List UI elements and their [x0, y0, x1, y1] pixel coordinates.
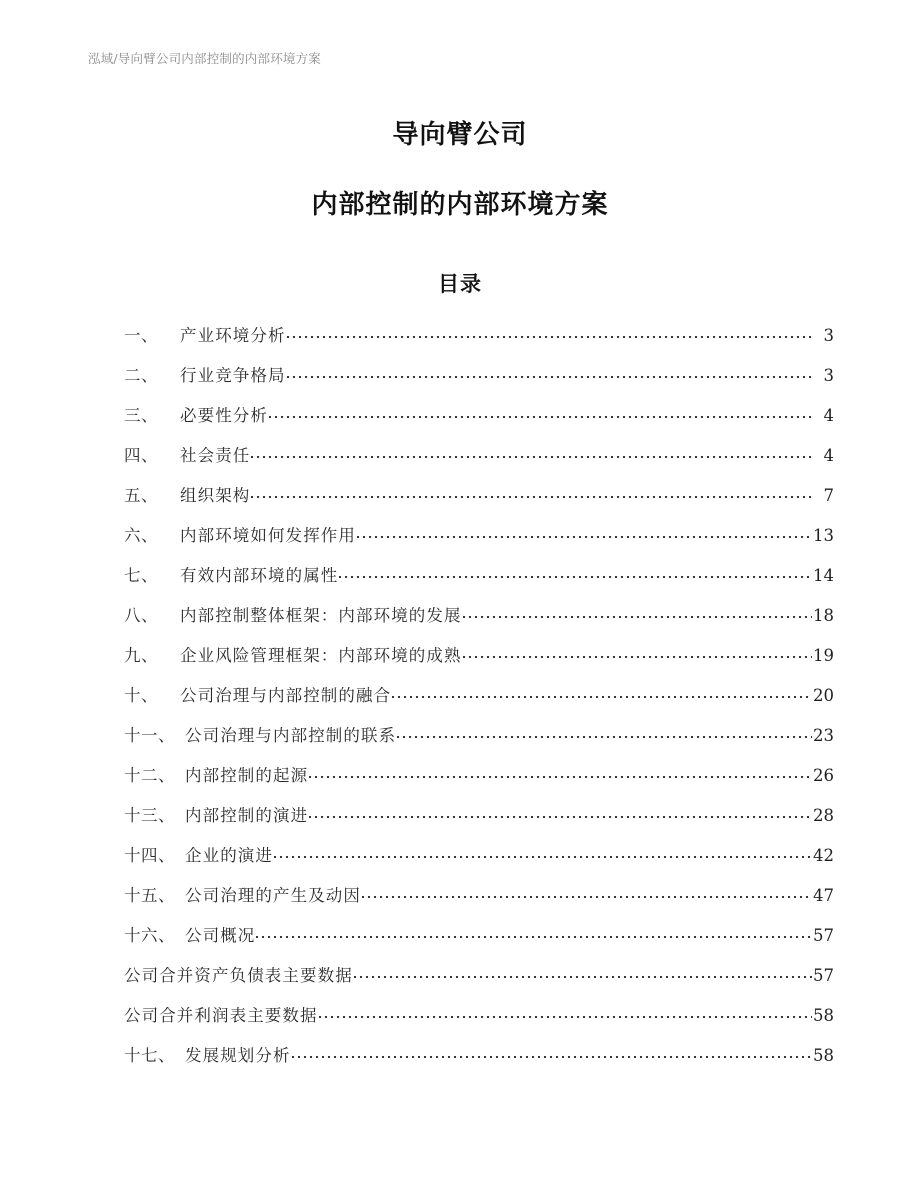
toc-entry[interactable]: [124, 722, 834, 762]
toc-entry-title: 组织架构: [180, 486, 251, 505]
toc-entry-title: 企业的演进: [185, 846, 273, 865]
toc-entry-page-number: 14: [813, 566, 834, 585]
toc-entry-page-number: 18: [813, 606, 834, 625]
toc-entry-number: 一、: [124, 326, 158, 345]
toc-entry-title: 必要性分析: [180, 406, 268, 425]
toc-entry-page-number: 7: [823, 486, 834, 505]
toc-entry[interactable]: [124, 922, 834, 962]
document-title-line-2: 内部控制的内部环境方案: [311, 190, 609, 220]
toc-entry-page-number: 47: [813, 886, 834, 905]
toc-entry-page-number: 3: [823, 326, 834, 345]
toc-entry-page-number: 3: [823, 366, 834, 385]
toc-dot-leader: [309, 805, 812, 822]
toc-dot-leader: [274, 845, 812, 862]
toc-entry-number: 七、: [124, 566, 158, 585]
toc-entry[interactable]: [124, 762, 834, 802]
toc-entry-number: 十四、: [124, 846, 175, 865]
toc-entry-number: 八、: [124, 606, 158, 625]
toc-entry[interactable]: [124, 1042, 834, 1082]
toc-entry[interactable]: [124, 962, 834, 1002]
toc-entry-title: 内部环境如何发挥作用: [180, 526, 356, 545]
toc-dot-leader: [287, 325, 815, 342]
toc-entry[interactable]: [124, 642, 834, 682]
toc-entry-title: 行业竞争格局: [180, 366, 286, 385]
toc-entry-number: 九、: [124, 646, 158, 665]
toc-entry[interactable]: [124, 482, 834, 522]
toc-dot-leader: [463, 605, 812, 622]
toc-entry-title: 内部控制整体框架：内部环境的发展: [180, 606, 462, 625]
toc-entry[interactable]: [124, 362, 834, 402]
toc-dot-leader: [397, 725, 812, 742]
toc-entry-title: 社会责任: [180, 446, 251, 465]
toc-entry-title: 公司治理的产生及动因: [185, 886, 361, 905]
toc-dot-leader: [309, 765, 812, 782]
toc-entry-number: 六、: [124, 526, 158, 545]
toc-entry[interactable]: [124, 602, 834, 642]
toc-entry-page-number: 19: [813, 646, 834, 665]
toc-dot-leader: [392, 685, 812, 702]
title-block: [0, 118, 920, 222]
toc-dot-leader: [354, 965, 812, 982]
toc-entry[interactable]: [124, 882, 834, 922]
toc-entry-number: 十三、: [124, 806, 175, 825]
toc-entry-page-number: 28: [813, 806, 834, 825]
toc-dot-leader: [287, 365, 815, 382]
toc-entry-number: 五、: [124, 486, 158, 505]
toc-entry-page-number: 23: [813, 726, 834, 745]
toc-entry-page-number: 13: [813, 526, 834, 545]
toc-entry-page-number: 4: [823, 406, 834, 425]
document-title-line-1: 导向臂公司: [392, 120, 528, 150]
toc-dot-leader: [256, 925, 812, 942]
toc-entry-number: 二、: [124, 366, 158, 385]
toc-entry-number: 十一、: [124, 726, 175, 745]
toc-entry-title: 产业环境分析: [180, 326, 286, 345]
toc-dot-leader: [463, 645, 812, 662]
toc-entry[interactable]: [124, 1002, 834, 1042]
toc-entry-page-number: 57: [813, 926, 834, 945]
toc-entry-number: 十、: [124, 686, 158, 705]
toc-entry-page-number: 20: [813, 686, 834, 705]
toc-entry-number: 十六、: [124, 926, 175, 945]
toc-entry-title: 公司治理与内部控制的融合: [180, 686, 392, 705]
toc-entry-number: 三、: [124, 406, 158, 425]
toc-entry[interactable]: [124, 682, 834, 722]
toc-dot-leader: [269, 405, 815, 422]
toc-dot-leader: [339, 565, 812, 582]
toc-entry[interactable]: [124, 442, 834, 482]
toc-entry-title: 发展规划分析: [185, 1046, 291, 1065]
toc-entry[interactable]: [124, 322, 834, 362]
toc-dot-leader: [357, 525, 812, 542]
toc-dot-leader: [292, 1045, 812, 1062]
toc-entry-title: 公司合并利润表主要数据: [124, 1006, 318, 1025]
toc-entry[interactable]: [124, 842, 834, 882]
toc-heading: 目录: [438, 272, 482, 296]
toc-dot-leader: [362, 885, 812, 902]
toc-entry[interactable]: [124, 402, 834, 442]
toc-entry-title: 内部控制的起源: [185, 766, 309, 785]
toc-entry-page-number: 4: [823, 446, 834, 465]
toc-entry-title: 有效内部环境的属性: [180, 566, 339, 585]
running-header: 泓域/导向臂公司内部控制的内部环境方案: [88, 51, 322, 66]
toc-entry[interactable]: [124, 802, 834, 842]
toc-dot-leader: [251, 485, 815, 502]
toc-entry-number: 四、: [124, 446, 158, 465]
toc-entry-title: 内部控制的演进: [185, 806, 309, 825]
toc-entry[interactable]: [124, 522, 834, 562]
toc-entry-page-number: 42: [813, 846, 834, 865]
toc-entry-page-number: 26: [813, 766, 834, 785]
table-of-contents: [124, 322, 834, 1082]
toc-entry-page-number: 58: [813, 1006, 834, 1025]
toc-entry-number: 十二、: [124, 766, 175, 785]
toc-entry-title: 公司概况: [185, 926, 256, 945]
toc-dot-leader: [251, 445, 815, 462]
toc-entry-page-number: 58: [813, 1046, 834, 1065]
toc-entry[interactable]: [124, 562, 834, 602]
toc-entry-number: 十五、: [124, 886, 175, 905]
toc-entry-title: 公司治理与内部控制的联系: [185, 726, 397, 745]
toc-entry-number: 十七、: [124, 1046, 175, 1065]
toc-dot-leader: [319, 1005, 812, 1022]
toc-entry-page-number: 57: [813, 966, 834, 985]
toc-entry-title: 企业风险管理框架：内部环境的成熟: [180, 646, 462, 665]
toc-entry-title: 公司合并资产负债表主要数据: [124, 966, 353, 985]
